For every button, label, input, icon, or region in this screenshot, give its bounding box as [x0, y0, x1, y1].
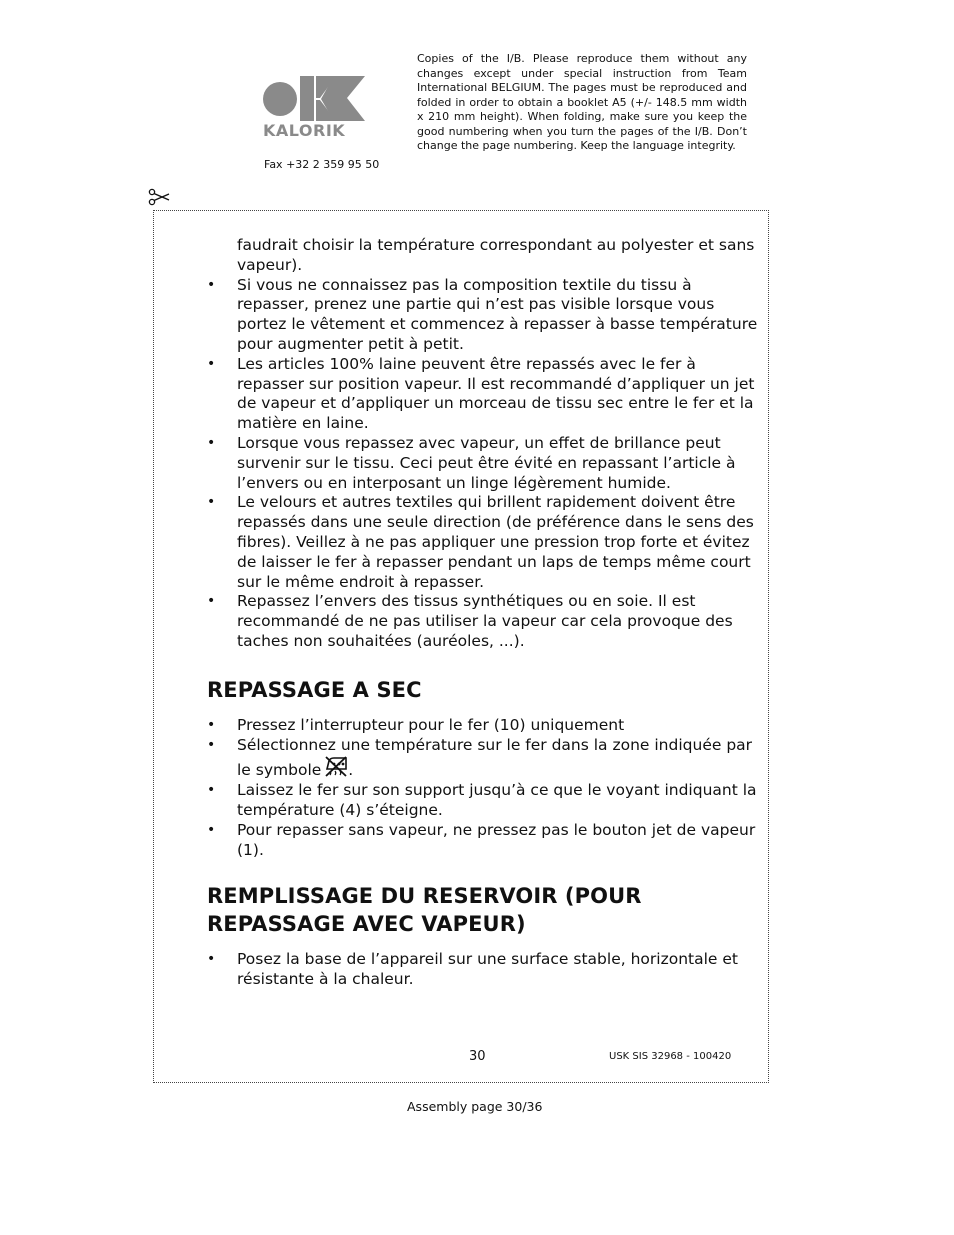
bullet-icon: •: [207, 593, 216, 610]
document-reference: USK SIS 32968 - 100420: [609, 1051, 732, 1062]
ironing-tips-list: [207, 276, 759, 652]
bullet-icon: •: [207, 736, 216, 753]
list-item: • Si vous ne connaissez pas la composition textile du tissu à repasser, prenez une partie qui n’est pas visible lorsque vous portez le vêtement et commencez à repasser à basse température pour augmenter petit à petit.: [207, 275, 758, 353]
dry-ironing-heading: REPASSAGE A SEC: [207, 677, 422, 702]
bullet-icon: •: [207, 782, 216, 799]
kalorik-logo: [263, 72, 367, 140]
tank-filling-heading: REMPLISSAGE DU RESERVOIR (POUR REPASSAGE AVEC VAPEUR): [207, 884, 642, 937]
page-content: [207, 236, 759, 990]
bullet-icon: •: [207, 434, 216, 451]
reproduction-notice: Copies of the I/B. Please reproduce them without any changes except under special instruction from Team International BELGIUM. The pages must be reproduced and folded in order to obtain a booklet A5 (+/- 148.5 mm width x 210 mm height). When folding, make sure you keep the good numbering when you turn the pages of the I/B. Don’t change the page numbering. Keep the language integrity.: [417, 52, 747, 152]
list-item: • Lorsque vous repassez avec vapeur, un effet de brillance peut survenir sur le tissu. Ceci peut être évité en repassant l’article à l’envers ou en interposant un linge légèrement humide.: [207, 433, 736, 492]
bullet-icon: •: [207, 716, 216, 733]
bullet-icon: •: [207, 821, 216, 838]
list-item: • Les articles 100% laine peuvent être repassés avec le fer à repasser sur position vapeur. Il est recommandé d’appliquer un jet de vapeur et d’appliquer un morceau de tissu sec entre le fer et la matière en laine.: [207, 354, 755, 433]
steam-off-symbol-icon: [324, 755, 348, 777]
list-item: • Pour repasser sans vapeur, ne pressez pas le bouton jet de vapeur (1).: [207, 820, 756, 859]
assembly-page-label: Assembly page 30/36: [407, 1099, 543, 1114]
bullet-icon: •: [207, 494, 216, 511]
list-item: • Pressez l’interrupteur pour le fer (10) uniquement: [207, 715, 625, 734]
bullet-icon: •: [207, 355, 216, 372]
list-item: • Repassez l’envers des tissus synthétiques ou en soie. Il est recommandé de ne pas utiliser la vapeur car cela provoque des taches non souhaitées (auréoles, ...).: [207, 592, 733, 650]
bullet-icon: •: [207, 951, 216, 968]
kalorik-wordmark: KALORIK: [263, 121, 346, 140]
list-item: • Posez la base de l’appareil sur une surface stable, horizontale et résistante à la chaleur.: [207, 950, 738, 989]
fax-number: Fax +32 2 359 95 50: [264, 158, 380, 171]
list-item: • Sélectionnez une température sur le fer dans la zone indiquée par le symbole .: [207, 735, 753, 780]
page-number: 30: [469, 1049, 486, 1064]
continued-paragraph: faudrait choisir la température correspondant au polyester et sans vapeur).: [237, 236, 755, 274]
tank-filling-list: [207, 950, 759, 990]
scissors-icon: [148, 188, 170, 206]
list-item: • Le velours et autres textiles qui brillent rapidement doivent être repassés dans une seule direction (de préférence dans le sens des fibres). Veillez à ne pas appliquer une pression trop forte et évitez de laisser le fer à repasser pendant un laps de temps même court sur le même endroit à repasser.: [207, 493, 754, 591]
bullet-icon: •: [207, 276, 216, 293]
dry-ironing-list: [207, 716, 759, 861]
list-item: • Laissez le fer sur son support jusqu’à ce que le voyant indiquant la température (4) s’éteigne.: [207, 781, 757, 819]
